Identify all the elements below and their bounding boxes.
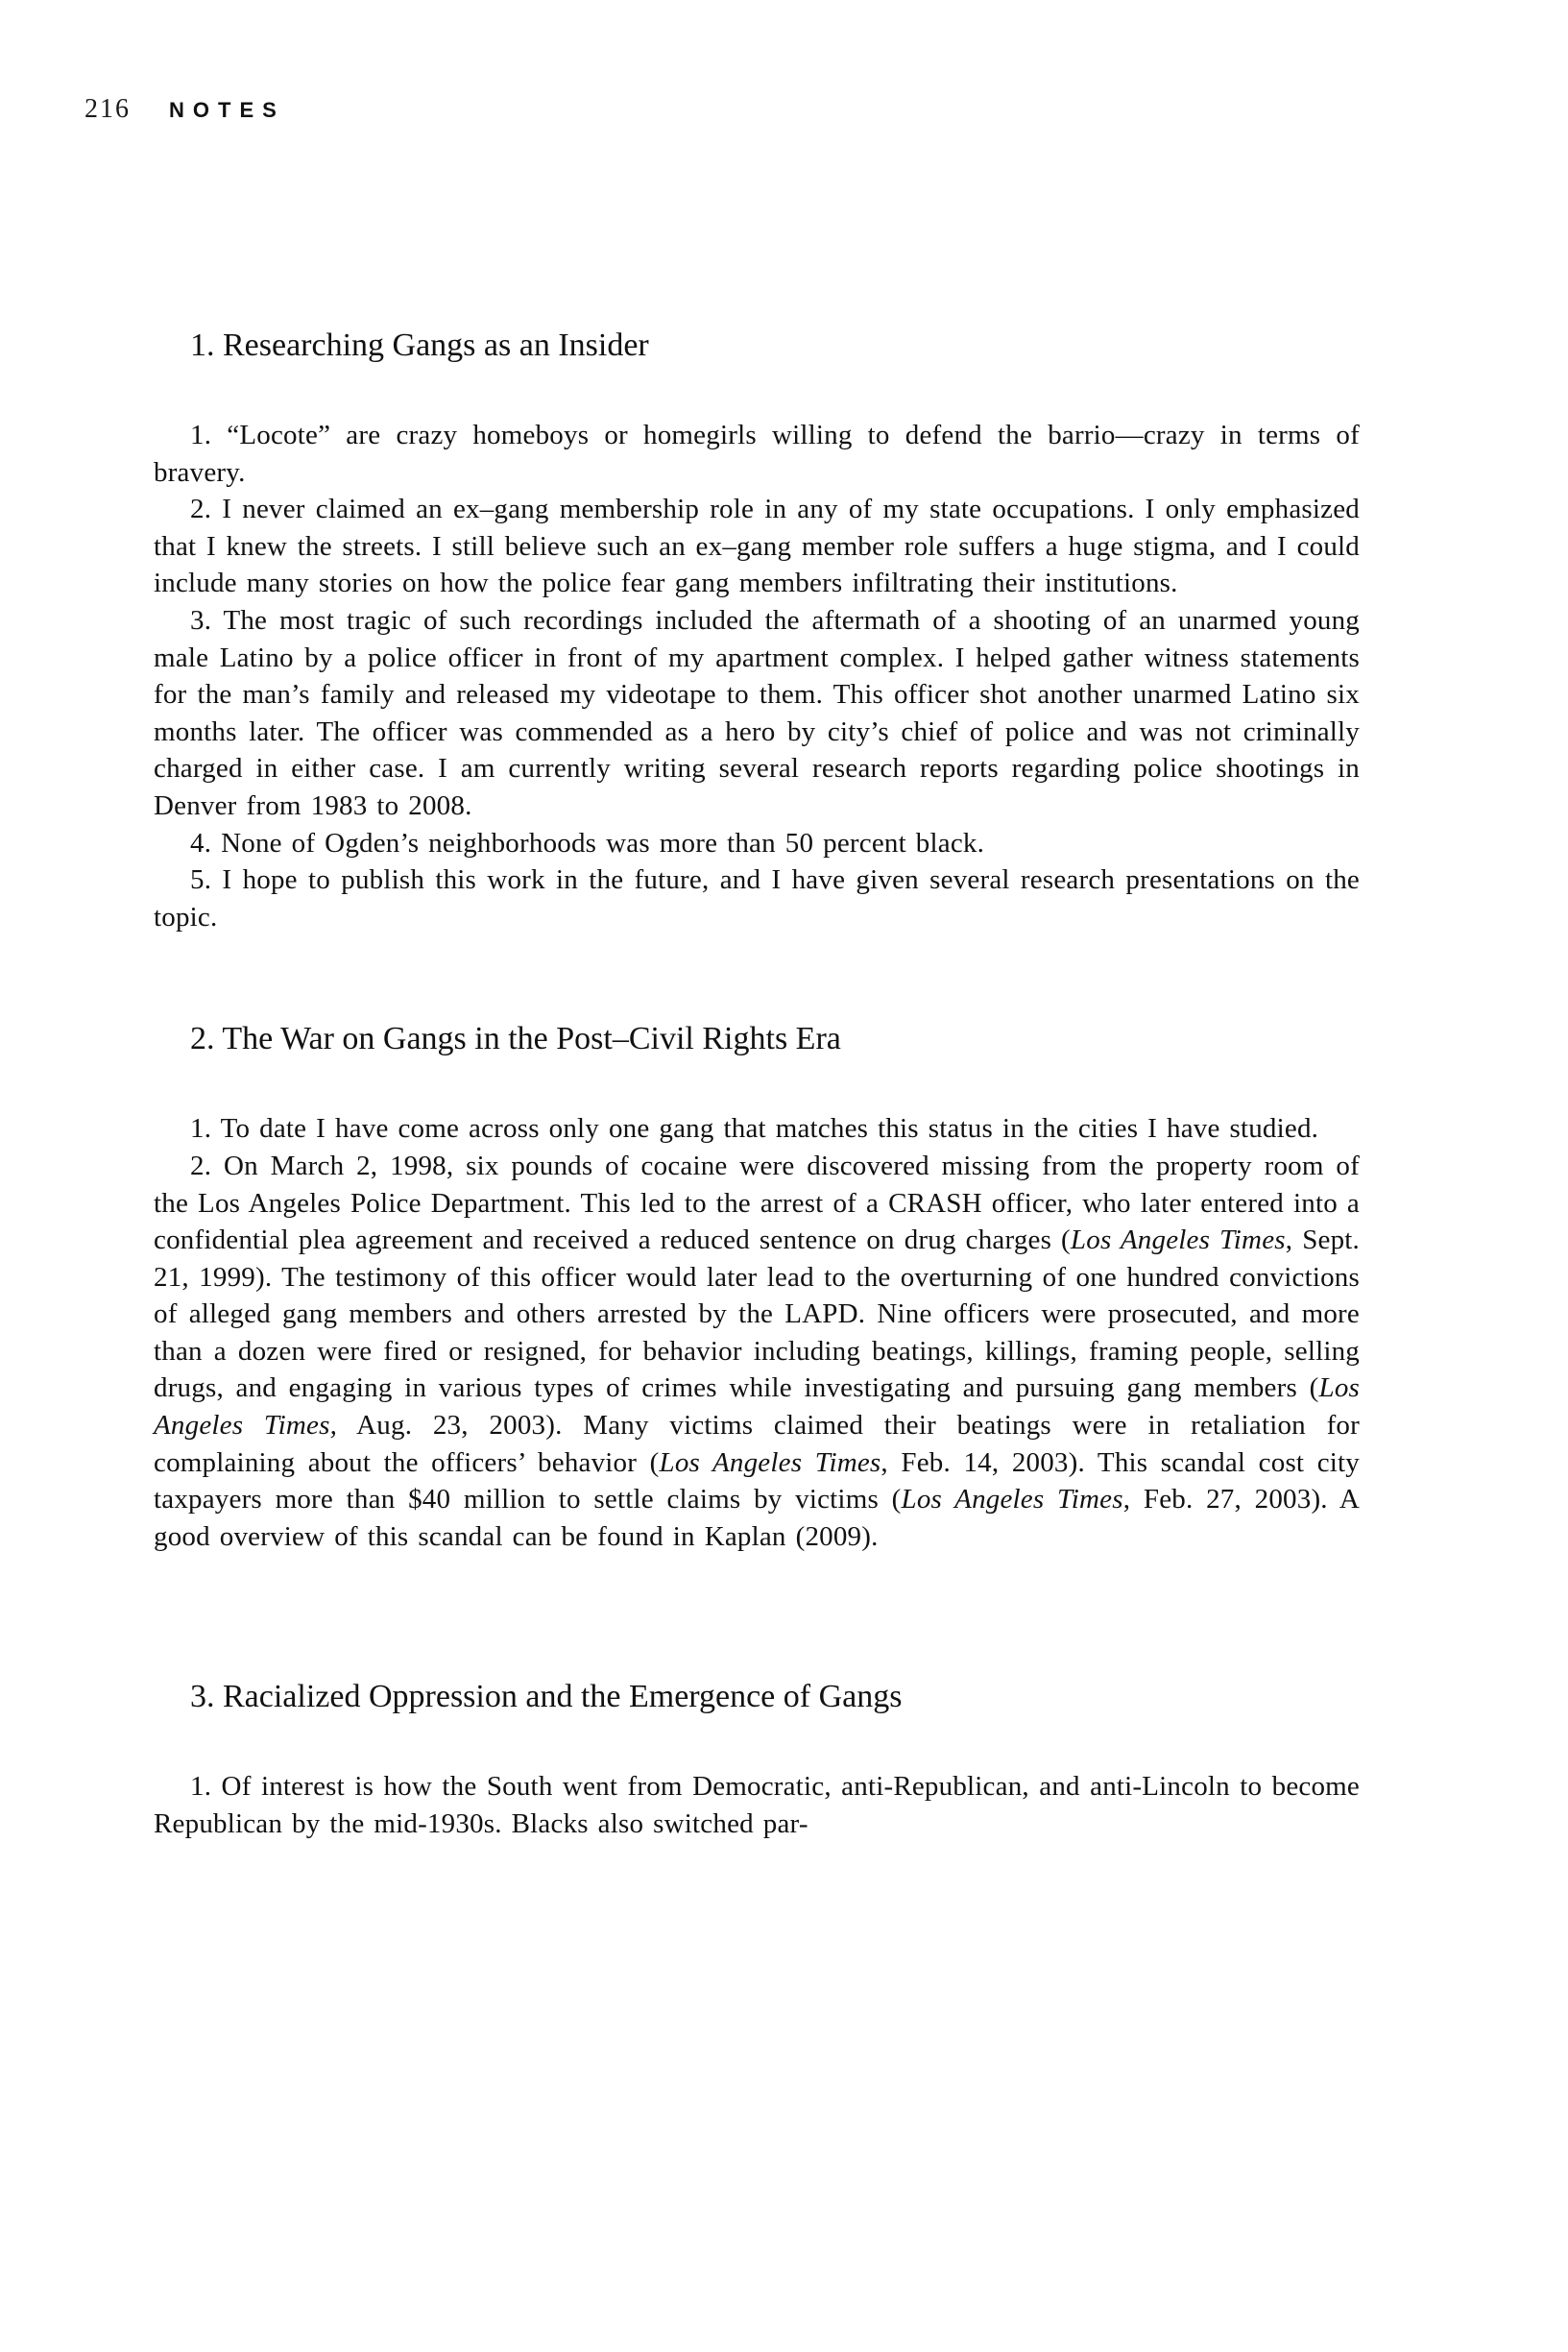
note-paragraph: 1. To date I have come across only one gang that matches this status in the cities I have studied. xyxy=(190,1113,1319,1145)
note-paragraph: 3. The most tragic of such recordings included the aftermath of a shooting of an unarmed young male Latino by a police officer in front of my apartment complex. I helped gather witness statements for the man’s family and released my videotape to them. This officer shot another unarmed Latino six months later. The officer was commended as a hero by city’s chief of police and was not criminally charged in either case. I am currently writing several research reports regarding police shootings in Denver from 1983 to 2008. xyxy=(154,604,1360,821)
section-heading: 2. The War on Gangs in the Post–Civil Rights Era xyxy=(190,1021,841,1057)
note-paragraph: 4. None of Ogden’s neighborhoods was more than 50 percent black. xyxy=(190,827,985,859)
note-paragraph: 2. I never claimed an ex–gang membership role in any of my state occupations. I only emphasized that I knew the streets. I still believe such an ex–gang member role suffers a huge stigma, and I could include many stories on how the police fear gang members infiltrating their institutions. xyxy=(154,494,1360,599)
notes-content xyxy=(154,0,1360,1843)
section-heading: 3. Racialized Oppression and the Emergence of Gangs xyxy=(190,1679,903,1715)
italic-citation: Los Angeles Times xyxy=(659,1446,881,1478)
section-heading: 1. Researching Gangs as an Insider xyxy=(190,327,649,363)
note-paragraph: 1. Of interest is how the South went from Democratic, anti-Republican, and anti-Lincoln to become Republican by the mid-1930s. Blacks also switched par- xyxy=(154,1771,1360,1840)
running-head: NOTES xyxy=(169,98,285,122)
notes-section xyxy=(154,1018,1360,1555)
note-paragraph: 5. I hope to publish this work in the future, and I have given several research presentations on the topic. xyxy=(154,864,1360,933)
notes-section xyxy=(154,1676,1360,1842)
page-number: 216 xyxy=(84,94,131,124)
note-paragraph: 2. On March 2, 1998, six pounds of cocaine were discovered missing from the property room of the Los Angeles Police Department. This led to the arrest of a CRASH officer, who later entered into a confidential plea agreement and received a reduced sentence on drug charges (Los Angeles Times, Sept. 21, 1999). The testimony of this officer would later lead to the overturning of one hundred convictions of alleged gang members and others arrested by the LAPD. Nine officers were prosecuted, and more than a dozen were fired or resigned, for behavior including beatings, killings, framing people, selling drugs, and engaging in various types of crimes while investigating and pursuing gang members (Los Angeles Times, Aug. 23, 2003). Many victims claimed their beatings were in retaliation for complaining about the officers’ behavior (Los Angeles Times, Feb. 14, 2003). This scandal cost city taxpayers more than $40 million to settle claims by victims (Los Angeles Times, Feb. 27, 2003). A good overview of this scandal can be found in Kaplan (2009). xyxy=(154,1150,1361,1552)
note-paragraph: 1. “Locote” are crazy homeboys or homegirls willing to defend the barrio—crazy in terms of bravery. xyxy=(154,420,1360,488)
italic-citation: Los Angeles Times xyxy=(1070,1224,1286,1256)
notes-section xyxy=(154,325,1360,935)
italic-citation: Los Angeles Times xyxy=(901,1484,1123,1515)
italic-citation: Los Angeles Times, xyxy=(154,1372,1360,1442)
